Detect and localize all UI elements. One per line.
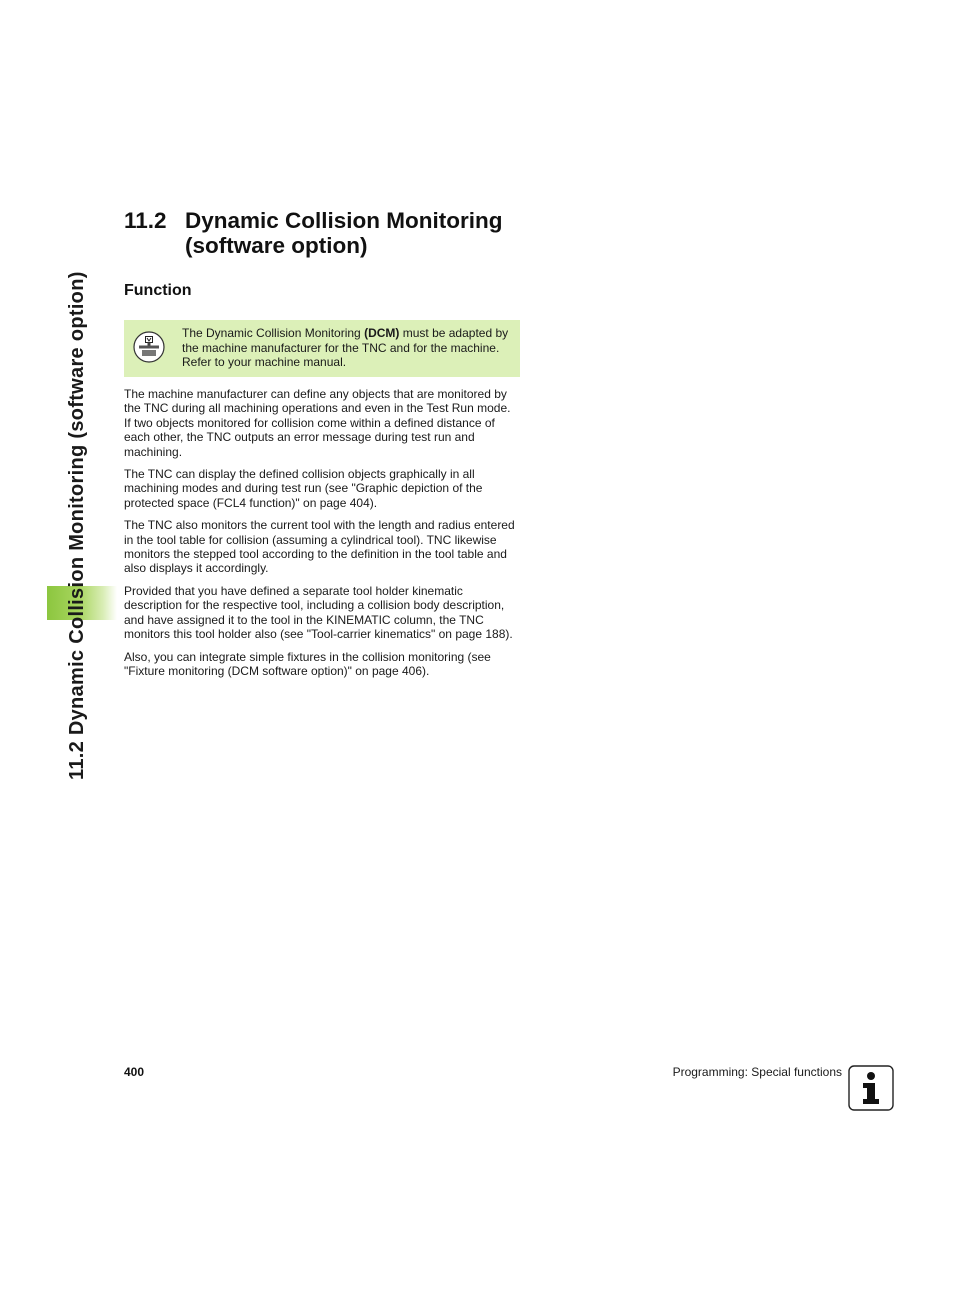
paragraph: Also, you can integrate simple fixtures in the collision monitoring (see "Fixture monitoring (DCM software option)" on page 406). bbox=[124, 649, 491, 678]
section-title-line1: Dynamic Collision Monitoring bbox=[185, 208, 503, 233]
note-text bbox=[182, 326, 512, 370]
paragraph: The TNC also monitors the current tool with the length and radius entered in the tool table for collision (assuming a cylindrical tool). TNC likewise monitors the stepped tool according to the definition in the tool table and also displays it accordingly. bbox=[124, 518, 515, 576]
note-text-bold: (DCM) bbox=[364, 326, 400, 340]
side-running-title: 11.2 Dynamic Collision Monitoring (software option) bbox=[66, 271, 88, 780]
section-number: 11.2 bbox=[124, 208, 167, 233]
note-text-start: The Dynamic Collision Monitoring bbox=[182, 326, 365, 340]
paragraph: The machine manufacturer can define any objects that are monitored by the TNC during all machining operations and even in the Test Run mode. If two objects monitored for collision come within a defined distance of each other, the TNC outputs an error message during test run and machining. bbox=[124, 387, 511, 459]
note-text-end: must be adapted by the machine manufacturer for the TNC and for the machine. Refer to your machine manual. bbox=[182, 326, 509, 369]
body-text bbox=[124, 387, 520, 686]
section-title-line2: (software option) bbox=[185, 233, 368, 258]
page-number: 400 bbox=[124, 1065, 145, 1079]
footer-chapter-title: Programming: Special functions bbox=[672, 1065, 842, 1079]
section-title bbox=[124, 208, 503, 258]
subsection-title: Function bbox=[124, 282, 192, 299]
paragraph: Provided that you have defined a separate tool holder kinematic description for the respective tool, including a collision body description, and have assigned it to the tool in the KINEMATIC column, the TNC monitors this tool holder also (see "Tool-carrier kinematics" on page 188). bbox=[124, 583, 513, 642]
info-icon bbox=[848, 1065, 894, 1111]
paragraph: The TNC can display the defined collision objects graphically in all machining modes and during test run (see "Graphic depiction of the protected space (FCL4 function)" on page 404). bbox=[124, 467, 483, 510]
manufacturer-note bbox=[124, 320, 520, 377]
machine-manufacturer-icon bbox=[133, 331, 165, 363]
